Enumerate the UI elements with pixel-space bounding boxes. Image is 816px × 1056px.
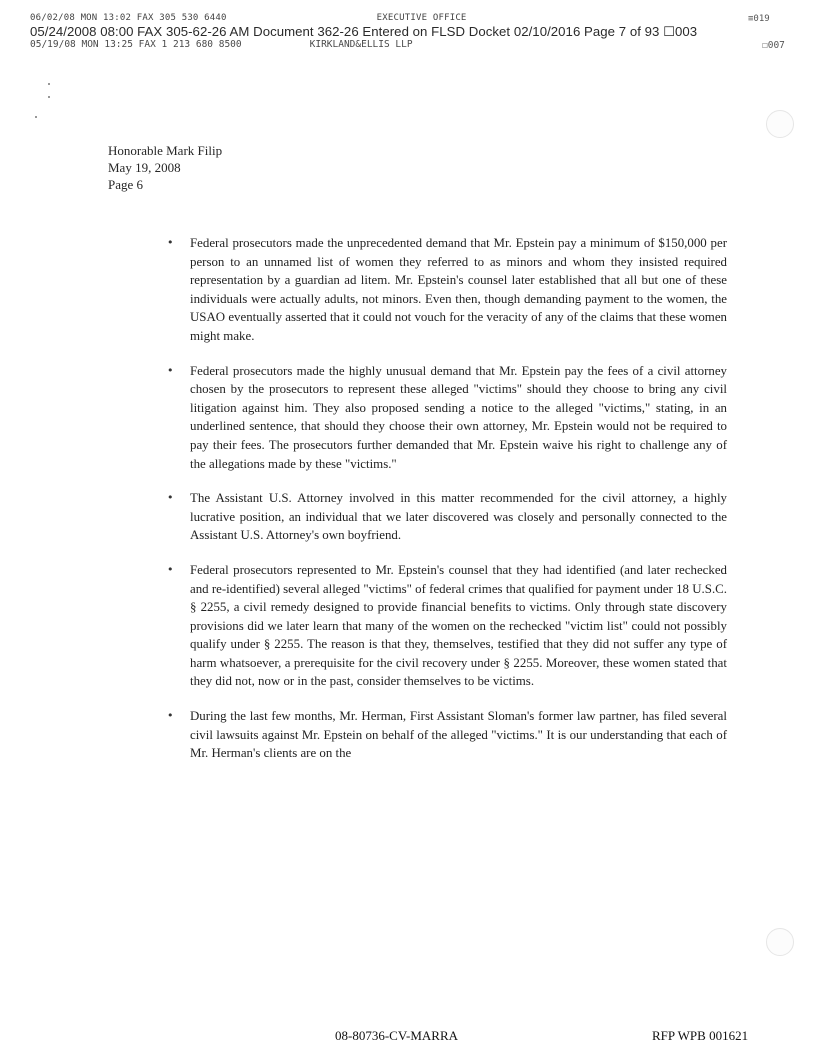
bullet-text: Federal prosecutors made the unprecedented demand that Mr. Epstein pay a minimum of $150,000 per person to an unnamed list of women they referred to as minors and whom they insisted required representation by a guardian ad litem. Mr. Epstein's counsel later established that all but one of these individuals were actually adults, not minors. Even then, though demanding payment to the women, the USAO eventually asserted that it could not vouch for the veracity of any of the claims that these women might make. (190, 236, 727, 343)
bullet-item (167, 234, 727, 346)
bullet-text: During the last few months, Mr. Herman, First Assistant Sloman's former law partner, has filed several civil lawsuits against Mr. Epstein on behalf of the alleged "victims." It is our understanding that each of Mr. Herman's clients are on the (190, 709, 727, 761)
letter-header-block (108, 142, 222, 193)
bullet-item (167, 489, 727, 545)
fax-transmission-header-2 (30, 39, 413, 50)
fax-header-2-sender: KIRKLAND&ELLIS LLP (309, 39, 413, 50)
bullet-item (167, 362, 727, 474)
punch-hole-mark (766, 110, 794, 138)
page-number: Page 6 (108, 177, 144, 192)
fax-header-1-page: ≡019 (748, 14, 770, 24)
bullet-text: Federal prosecutors made the highly unusual demand that Mr. Epstein pay the fees of a civil attorney chosen by the prosecutors to represent these alleged "victims" should they choose to bring any civil litigation against him. They also proposed sending a notice to the alleged "victims," stating, in an underlined sentence, that should they choose their own attorney, Mr. Epstein would not be required to pay their fees. The prosecutors further demanded that Mr. Epstein waive his right to challenge any of the allegations made by these "victims." (190, 363, 727, 471)
scan-speck (48, 83, 50, 85)
scan-speck (35, 116, 37, 118)
bullet-text: Federal prosecutors represented to Mr. Epstein's counsel that they had identified (and later rechecked and re-identified) several alleged "victims" of federal crimes that qualified for payment under 18 U.S.C. § 2255, a civil remedy designed to provide financial benefits to victims. Only through state discovery provisions did we later learn that many of the women on the rechecked "victim list" could not possibly qualify under § 2255. The reason is that they, themselves, testified that they did not suffer any type of harm whatsoever, a prerequisite for the civil recovery under § 2255. Moreover, these women stated that they did not, now or in the past, consider themselves to be victims. (190, 562, 727, 689)
bullet-marker: • (167, 363, 174, 377)
bullet-marker: • (167, 709, 174, 723)
bullet-item (167, 561, 727, 691)
punch-hole-mark (766, 928, 794, 956)
bullet-item (167, 707, 727, 763)
bullet-list (167, 234, 727, 779)
bullet-marker: • (167, 491, 174, 505)
case-number: 08-80736-CV-MARRA (335, 1028, 459, 1043)
fax-header-1-left: 06/02/08 MON 13:02 FAX 305 530 6440 (30, 13, 227, 23)
letter-date: May 19, 2008 (108, 160, 181, 175)
bullet-marker: • (167, 236, 174, 249)
recipient-name: Honorable Mark Filip (108, 143, 223, 158)
fax-header-1-sender: EXECUTIVE OFFICE (376, 13, 467, 23)
scan-speck (48, 96, 50, 98)
bullet-text: The Assistant U.S. Attorney involved in this matter recommended for the civil attorney, a highly lucrative position, an individual that we later discovered was closely and personally connected to the Assistant U.S. Attorney's own boyfriend. (190, 491, 727, 543)
fax-transmission-header-1 (30, 13, 467, 23)
bates-number: RFP WPB 001621 (652, 1028, 749, 1043)
court-filing-stamp: 05/24/2008 08:00 FAX 305-62-26 AM Document 362-26 Entered on FLSD Docket 02/10/2016 Page 7 of 93 ☐003 (30, 24, 698, 39)
fax-header-2-left: 05/19/08 MON 13:25 FAX 1 213 680 8500 (30, 39, 242, 50)
fax-header-2-page: ☐007 (762, 40, 785, 51)
bullet-marker: • (167, 562, 174, 576)
